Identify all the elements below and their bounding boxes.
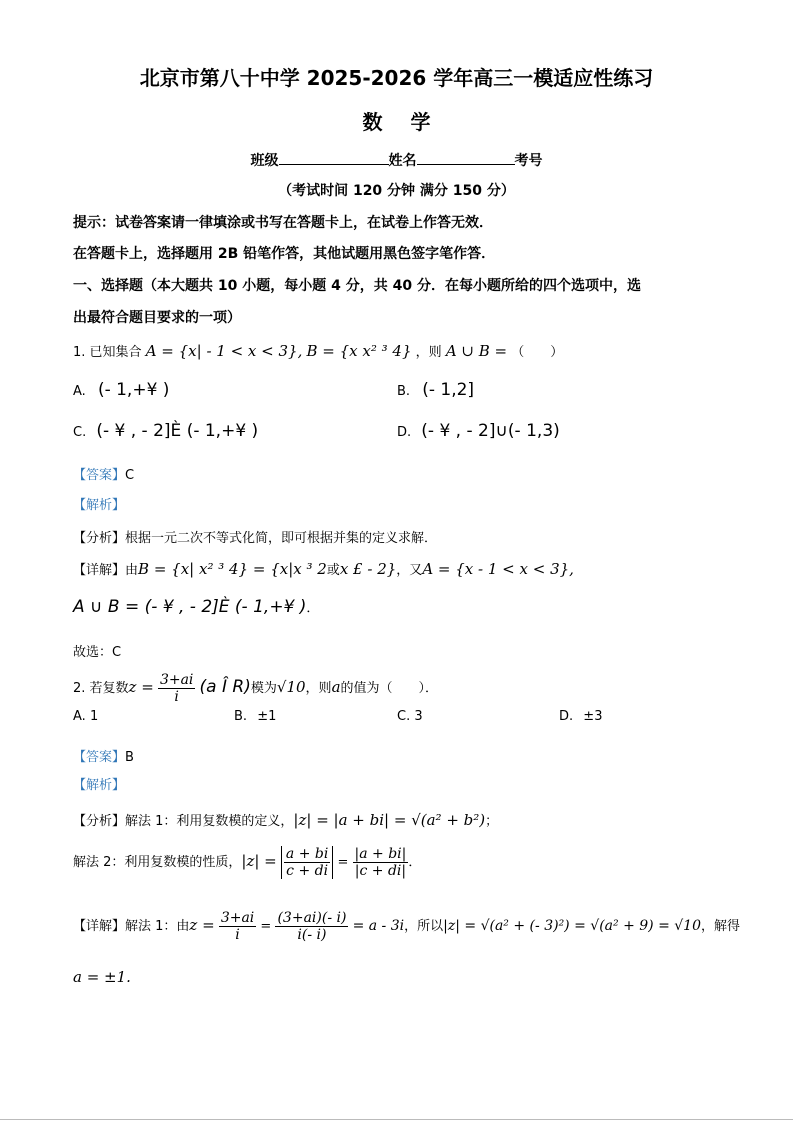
option-label: B.	[234, 709, 248, 724]
q2-z-eq: z =	[128, 678, 154, 696]
answer-value: B	[125, 750, 134, 765]
q2-option-d[interactable]	[559, 709, 602, 724]
class-label: 班级	[250, 153, 279, 169]
class-blank	[279, 150, 389, 165]
option-value: ±3	[583, 709, 603, 724]
question-2-stem	[73, 672, 438, 705]
subject-title: 数学	[362, 110, 459, 134]
q1-option-d[interactable]	[397, 421, 560, 441]
fraction-numerator: |a + bi|	[354, 846, 407, 862]
q1-paren: （ ）	[511, 345, 564, 360]
q1-choose: 故选：C	[73, 645, 122, 660]
option-label: C.	[73, 425, 87, 440]
option-label: A.	[73, 709, 86, 724]
fenxi2-eq: =	[337, 855, 349, 870]
fenxi-tag: 【分析】	[73, 814, 126, 829]
note-line-2: 在答题卡上，选择题用 2B 铅笔作答，其他试题用黑色签字笔作答．	[73, 246, 496, 262]
question-1-stem	[73, 341, 563, 360]
id-label: 考号	[514, 153, 543, 169]
q2-fenxi-1	[73, 810, 498, 829]
fraction-numerator: 3+ai	[220, 910, 255, 926]
fenxi-text: 根据一元二次不等式化简，即可根据并集的定义求解．	[125, 531, 438, 546]
detail-result: = a - 3i	[352, 918, 405, 934]
q2-then: ，则	[305, 681, 332, 696]
fenxi2-fraction-2	[353, 846, 409, 879]
detail-end: ．	[306, 601, 320, 616]
fenxi1-math: |z| = |a + bi| = √(a² + b²)	[293, 811, 486, 829]
q1-union: A ∪ B =	[445, 342, 508, 360]
fenxi1-end: ；	[485, 814, 499, 829]
detail-again: ，又	[396, 563, 423, 578]
option-label: B.	[397, 384, 411, 399]
detail-eq: =	[260, 919, 272, 934]
fenxi2-fraction-1	[281, 846, 333, 879]
detail-fraction-1	[219, 910, 256, 943]
q2-value-text: 的值为（ ）．	[340, 681, 439, 696]
detail-mod: |z| = √(a² + (- 3)²) = √(a² + 9) = √10	[443, 918, 701, 934]
fraction-denominator: i	[235, 927, 240, 943]
fraction-numerator: (3+ai)(- i)	[277, 910, 347, 926]
q2-fraction	[158, 672, 195, 705]
fraction-numerator: 3+ai	[159, 672, 194, 688]
q1-set-b: B = {x x² ³ 4}	[306, 342, 412, 360]
exam-time-info: （考试时间 120 分钟 满分 150 分）	[278, 183, 515, 199]
q2-a-var: a	[331, 678, 341, 696]
option-value: (- ¥ , - 2]∪(- 1,3)	[421, 421, 560, 441]
detail-so: ，所以	[404, 919, 444, 934]
q2-option-c[interactable]	[397, 709, 423, 724]
q1-detail-line-2	[73, 597, 319, 617]
q2-option-b[interactable]	[234, 709, 276, 724]
option-value: (- ¥ , - 2]È (- 1,+¥ )	[96, 421, 259, 441]
option-label: D.	[397, 425, 412, 440]
q2-analysis-tag: 【解析】	[73, 778, 126, 793]
q1-option-b[interactable]	[397, 380, 474, 400]
fenxi1-text: 解法 1：利用复数模的定义，	[125, 814, 294, 829]
q1-fenxi	[73, 527, 437, 546]
option-label: D.	[559, 709, 574, 724]
student-info-line	[0, 150, 793, 170]
option-value: 3	[414, 709, 423, 724]
option-value: ±1	[257, 709, 277, 724]
detail-tag: 【详解】	[73, 563, 126, 578]
q2-sqrt10: √10	[276, 678, 306, 696]
answer-tag: 【答案】	[73, 750, 126, 765]
answer-tag: 【答案】	[73, 468, 126, 483]
detail-you: 由	[125, 563, 139, 578]
answer-value: C	[125, 468, 135, 483]
detail-math-2: x £ - 2}	[339, 560, 397, 578]
page-title: 北京市第八十中学 2025-2026 学年高三一模适应性练习	[139, 66, 654, 90]
fenxi2-lhs: |z| =	[241, 852, 277, 870]
q1-detail	[73, 559, 574, 578]
q1-set-a: A = {x| - 1 < x < 3},	[145, 342, 303, 360]
fraction-denominator: i	[174, 689, 179, 705]
q1-option-a[interactable]	[73, 380, 169, 400]
q2-final-answer: a = ±1.	[73, 968, 131, 986]
q2-mod-text: 模为	[250, 681, 277, 696]
q2-fenxi-2	[73, 846, 421, 879]
fenxi-tag: 【分析】	[73, 531, 126, 546]
detail-solve: ，解得	[700, 919, 740, 934]
detail-fraction-2	[275, 910, 348, 943]
detail-math-1: B = {x| x² ³ 4} = {x|x ³ 2	[138, 560, 327, 578]
q2-detail	[73, 910, 740, 943]
q1-prefix: 1. 已知集合	[73, 345, 142, 360]
fenxi2-end: ．	[408, 855, 422, 870]
section-heading-line-1: 一、选择题（本大题共 10 小题，每小题 4 分，共 40 分．在每小题所给的四个选项中，选	[73, 278, 641, 294]
fraction-numerator: a + bi	[285, 846, 329, 862]
q2-option-a[interactable]	[73, 709, 98, 724]
detail-or: 或	[326, 563, 340, 578]
option-label: A.	[73, 384, 86, 399]
detail-union-result: A ∪ B = (- ¥ , - 2]È (- 1,+¥ )	[73, 597, 307, 617]
q2-condition: (a Î R)	[199, 677, 251, 697]
q1-answer	[73, 464, 134, 483]
note-line-1: 提示：试卷答案请一律填涂或书写在答题卡上，在试卷上作答无效．	[73, 215, 493, 231]
fraction-denominator: i(- i)	[297, 927, 327, 943]
q1-analysis-tag: 【解析】	[73, 498, 126, 513]
option-value: (- 1,2]	[422, 380, 475, 400]
fraction-denominator: c + di	[286, 863, 329, 879]
fraction-denominator: |c + di|	[354, 863, 407, 879]
detail-math-3: A = {x - 1 < x < 3},	[422, 560, 574, 578]
detail-z: z =	[189, 916, 215, 934]
page-bottom-rule	[0, 1119, 793, 1120]
option-value: 1	[89, 709, 99, 724]
q2-prefix: 2. 若复数	[73, 681, 129, 696]
name-label: 姓名	[388, 153, 417, 169]
name-blank	[417, 150, 515, 165]
option-label: C.	[397, 709, 411, 724]
detail-tag: 【详解】	[73, 919, 126, 934]
option-value: (- 1,+¥ )	[97, 380, 170, 400]
q1-option-c[interactable]	[73, 421, 258, 441]
detail-text-1: 解法 1：由	[125, 919, 190, 934]
fenxi2-text: 解法 2：利用复数模的性质，	[73, 855, 242, 870]
section-heading-line-2: 出最符合题目要求的一项）	[73, 310, 241, 326]
q1-then: ，则	[415, 345, 442, 360]
q2-answer	[73, 746, 134, 765]
